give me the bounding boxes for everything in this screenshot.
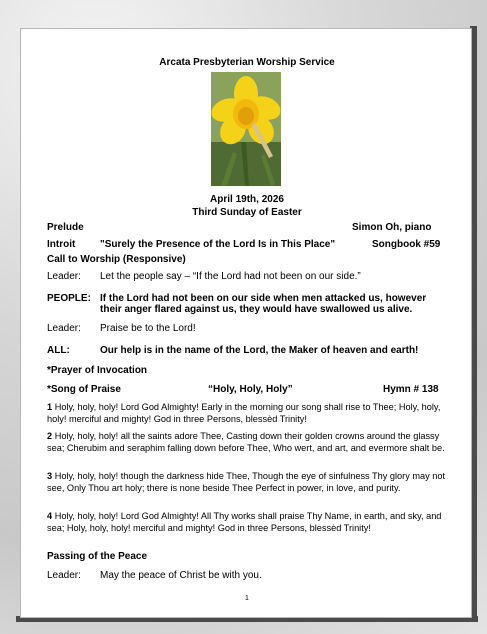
people-text-line: their anger flared against us, they would have swallowed us alive. [100,304,413,315]
leader-text: Let the people say – “If the Lord had not been on our side.” [100,271,361,282]
verse-number: 3 [47,471,53,481]
leader-role: Leader: [47,323,81,334]
verse-paragraph [47,511,447,534]
call-to-worship-heading: Call to Worship (Responsive) [47,254,186,265]
verse-number: 2 [47,431,53,441]
page-number: 1 [245,595,249,602]
people-role: PEOPLE: [47,293,91,304]
daffodil-photo [211,72,281,186]
invocation-heading: *Prayer of Invocation [47,365,148,376]
verse-paragraph [47,402,447,425]
verse-text: Holy, holy, holy! Lord God Almighty! All Thy works shall praise Thy Name, in earth, and sky, and sea; Holy, holy, holy! merciful and mighty! God in three Persons, blessèd Trinity! [47,511,442,533]
verse-number: 1 [47,402,53,412]
verse-number: 4 [47,511,53,521]
all-text: Our help is in the name of the Lord, the Maker of heaven and earth! [100,345,419,356]
leader-text: May the peace of Christ be with you. [100,570,262,581]
verse-paragraph [47,471,447,494]
peace-heading: Passing of the Peace [47,551,148,562]
verse-text: Holy, holy, holy! all the saints adore Thee, Casting down their golden crowns around the glassy sea; Cherubim and seraphim falling down before Thee, Who wert, and art, and evermore shalt be. [47,431,445,453]
verse-paragraph [47,431,447,454]
all-role: ALL: [47,345,70,356]
document-page [20,28,472,618]
people-text-line: If the Lord had not been on our side when men attacked us, however [100,293,427,304]
leader-role: Leader: [47,570,81,581]
introit-ref: Songbook #59 [372,239,441,250]
document-title: Arcata Presbyterian Worship Service [159,57,335,68]
prelude-label: Prelude [47,222,84,233]
song-title: “Holy, Holy, Holy” [208,384,293,395]
verse-text: Holy, holy, holy! Lord God Almighty! Early in the morning our song shall rise to Thee; Holy, holy, holy! merciful and mighty! God in three Persons, blessèd Trinity! [47,402,441,424]
daffodil-icon [211,72,281,186]
leader-text: Praise be to the Lord! [100,323,196,334]
introit-title: "Surely the Presence of the Lord Is in This Place" [100,239,336,250]
verse-text: Holy, holy, holy! though the darkness hide Thee, Though the eye of sinfulness Thy glory may not see, Only Thou art holy; there is none beside Thee Perfect in power, in love, and purity. [47,471,446,493]
song-label: *Song of Praise [47,384,121,395]
prelude-performer: Simon Oh, piano [352,222,432,233]
service-occasion: Third Sunday of Easter [192,207,302,218]
introit-label: Introit [47,239,76,250]
leader-role: Leader: [47,271,81,282]
song-ref: Hymn # 138 [383,384,439,395]
service-date: April 19th, 2026 [210,194,284,205]
